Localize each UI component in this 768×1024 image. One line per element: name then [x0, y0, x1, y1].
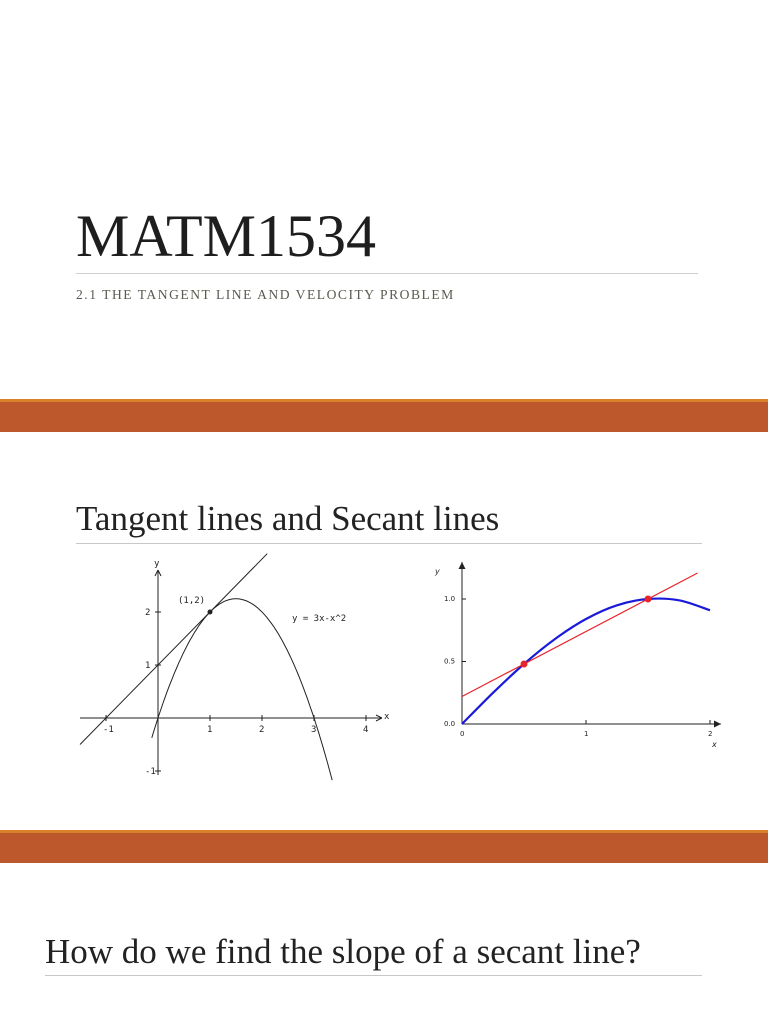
slide-heading: How do we find the slope of a secant line? — [45, 932, 641, 971]
secant-line — [462, 573, 698, 697]
heading-divider — [45, 975, 702, 976]
y-tick-label: 1.0 — [444, 595, 456, 603]
function-curve — [462, 599, 710, 724]
equation-label: y = 3x-x^2 — [292, 614, 347, 624]
slide-subtitle: 2.1 THE TANGENT LINE AND VELOCITY PROBLEM — [76, 287, 455, 302]
x-axis-label: x — [384, 712, 390, 722]
x-tick-label: 1 — [207, 725, 213, 735]
y-tick-label: 0.5 — [444, 657, 456, 666]
secant-point — [645, 596, 652, 603]
x-tick-label: 4 — [363, 725, 369, 735]
point-label: (1,2) — [178, 596, 206, 606]
x-tick-label: 1 — [584, 730, 589, 738]
y-tick-label: 2 — [145, 608, 151, 618]
x-tick-label: 3 — [311, 725, 317, 735]
x-axis-label: x — [712, 740, 717, 749]
secant-point — [521, 661, 528, 668]
slide-heading: Tangent lines and Secant lines — [76, 499, 500, 538]
course-title: MATM1534 — [76, 203, 377, 269]
y-axis-label: y — [435, 567, 440, 576]
x-tick-label: 2 — [708, 730, 713, 738]
x-tick-label: -1 — [103, 725, 114, 735]
x-tick-label: 0 — [460, 730, 465, 738]
x-tick-label: 2 — [259, 725, 265, 735]
y-tick-label: 0.0 — [444, 720, 456, 728]
y-tick-label: -1 — [145, 767, 156, 777]
slide-separator-band — [0, 830, 768, 863]
x-axis-arrow — [714, 721, 721, 728]
y-tick-label: 1 — [145, 661, 151, 671]
y-axis-arrow — [459, 562, 466, 569]
y-axis-label: y — [154, 559, 160, 569]
